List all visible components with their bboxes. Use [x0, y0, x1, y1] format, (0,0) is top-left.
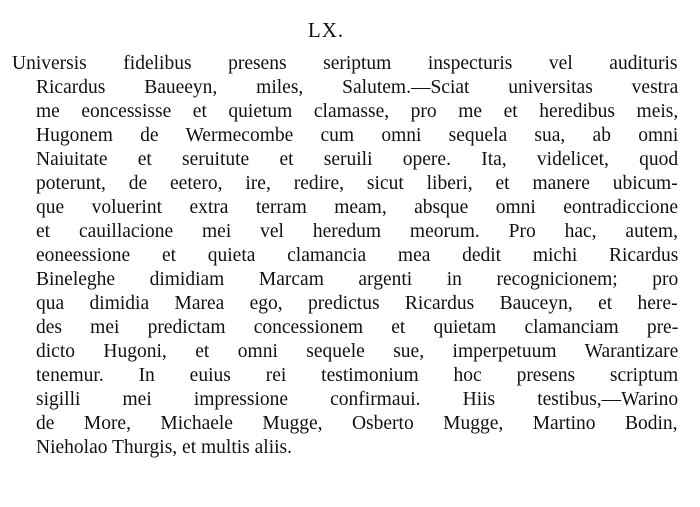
text-line: qua dimidia Marea ego, predictus Ricardus Bauceyn, et here-: [36, 293, 678, 314]
text-line: sigilli mei impressione confirmaui. Hiis testibus,—Warino: [36, 389, 679, 410]
text-line: Ricardus Baueeyn, miles, Salutem.—Sciat universitas vestra: [36, 77, 679, 98]
text-line: Universis fidelibus presens seriptum inspecturis vel audituris: [12, 53, 678, 74]
text-line: me eoncessisse et quietum clamasse, pro me et heredibus meis,: [36, 101, 679, 122]
text-line: dicto Hugoni, et omni sequele sue, imperpetuum Warantizare: [36, 341, 679, 362]
text-line: eoneessione et quieta clamancia mea dedit michi Ricardus: [36, 245, 679, 266]
text-line: et cauillacione mei vel heredum meorum. Pro hac, autem,: [36, 221, 678, 242]
text-line: que voluerint extra terram meam, absque omni eontradiccione: [36, 197, 679, 218]
text-line: Hugonem de Wermecombe cum omni sequela sua, ab omni: [36, 125, 679, 146]
text-line: tenemur. In euius rei testimonium hoc presens scriptum: [36, 365, 679, 386]
text-line: Nieholao Thurgis, et multis aliis.: [36, 437, 293, 458]
text-line: des mei predictam concessionem et quietam clamanciam pre-: [36, 317, 679, 338]
text-line: Naiuitate et seruitute et seruili opere. Ita, videlicet, quod: [36, 149, 679, 170]
text-line: Bineleghe dimidiam Marcam argenti in recognicionem; pro: [36, 269, 679, 290]
text-line: poterunt, de eetero, ire, redire, sicut liberi, et manere ubicum-: [36, 173, 678, 194]
charter-number-heading: LX.: [307, 18, 345, 42]
text-line: de More, Michaele Mugge, Osberto Mugge, Martino Bodin,: [36, 413, 678, 434]
